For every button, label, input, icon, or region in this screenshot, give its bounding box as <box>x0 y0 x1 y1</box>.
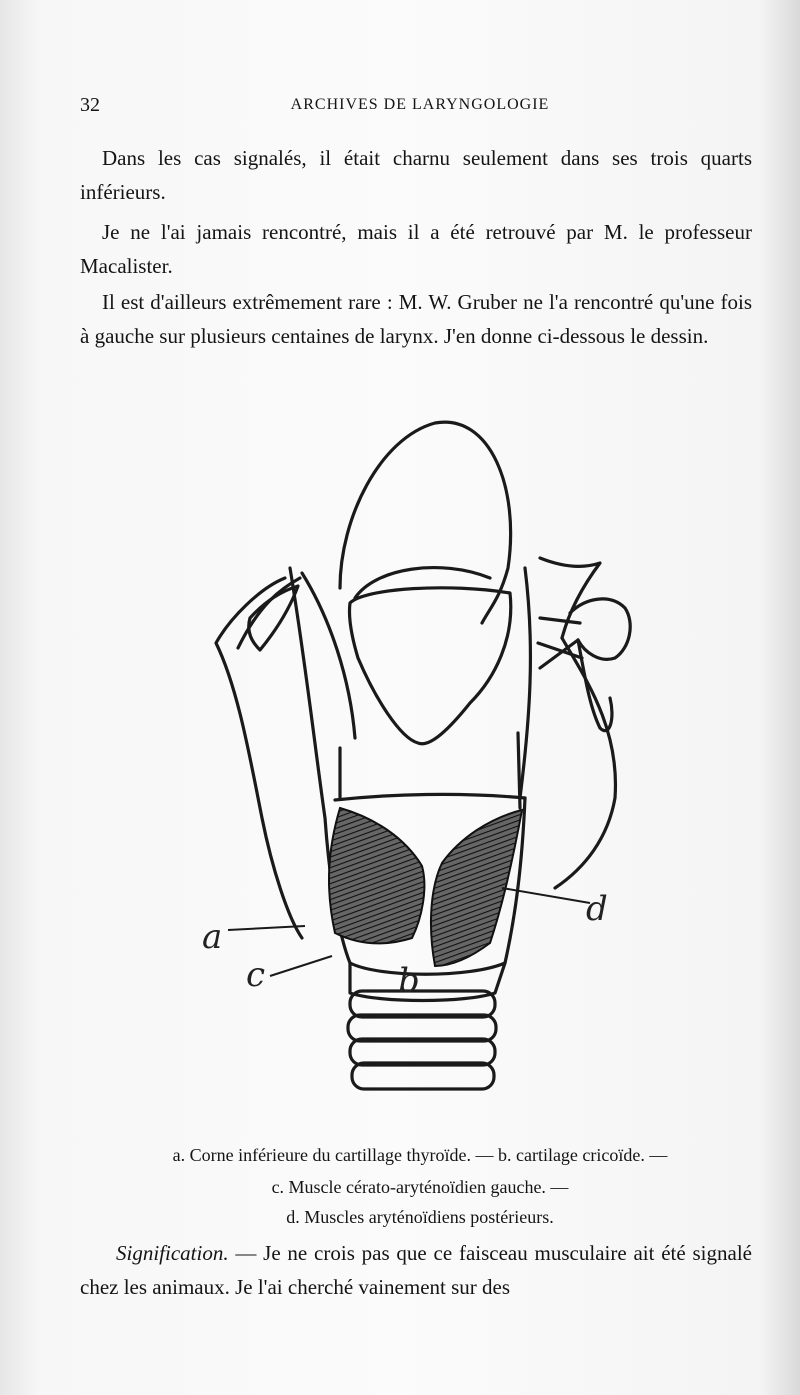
signification-paragraph <box>80 1236 752 1304</box>
running-title: ARCHIVES DE LARYNGOLOGIE <box>290 96 550 113</box>
muscle-left <box>329 808 424 943</box>
page-number: 32 <box>80 94 100 116</box>
paragraph-3: Il est d'ailleurs extrêmement rare : M. W. Gruber ne l'a rencontré qu'une fois à gauche sur plusieurs centaines de larynx. J'en donne ci-dessous le dessin. <box>80 290 752 348</box>
cricoid-rings <box>348 963 505 1089</box>
larynx-figure <box>190 418 640 1118</box>
figure-label-b: b <box>398 961 420 1001</box>
larynx-illustration <box>190 418 640 1118</box>
paragraph-2: Je ne l'ai jamais rencontré, mais il a été retrouvé par M. le professeur Macalister. <box>80 220 752 278</box>
signification-lead: Signification. <box>116 1241 229 1265</box>
figure-caption-line-2: c. Muscle cérato-aryténoïdien gauche. — <box>271 1177 569 1197</box>
figure-caption-line-1: a. Corne inférieure du cartillage thyroïde. — b. cartilage cricoïde. — <box>172 1145 668 1165</box>
thyroid-left-wing <box>216 578 302 938</box>
figure-caption-line-3: d. Muscles aryténoïdiens postérieurs. <box>286 1207 554 1227</box>
figure-label-d: d <box>586 889 608 929</box>
paragraph-1: Dans les cas signalés, il était charnu seulement dans ses trois quarts inférieurs. <box>80 146 752 204</box>
epiglottis <box>340 422 511 623</box>
figure-label-a: a <box>202 917 223 957</box>
signification-text: — Je ne crois pas que ce faisceau musculaire ait été signalé chez les animaux. Je l'ai cherché vainement sur des <box>80 1241 752 1299</box>
figure-label-c: c <box>246 955 266 995</box>
thyroid-right-wing <box>540 558 600 638</box>
page-header <box>80 94 760 118</box>
arytenoid-plate <box>349 588 510 744</box>
